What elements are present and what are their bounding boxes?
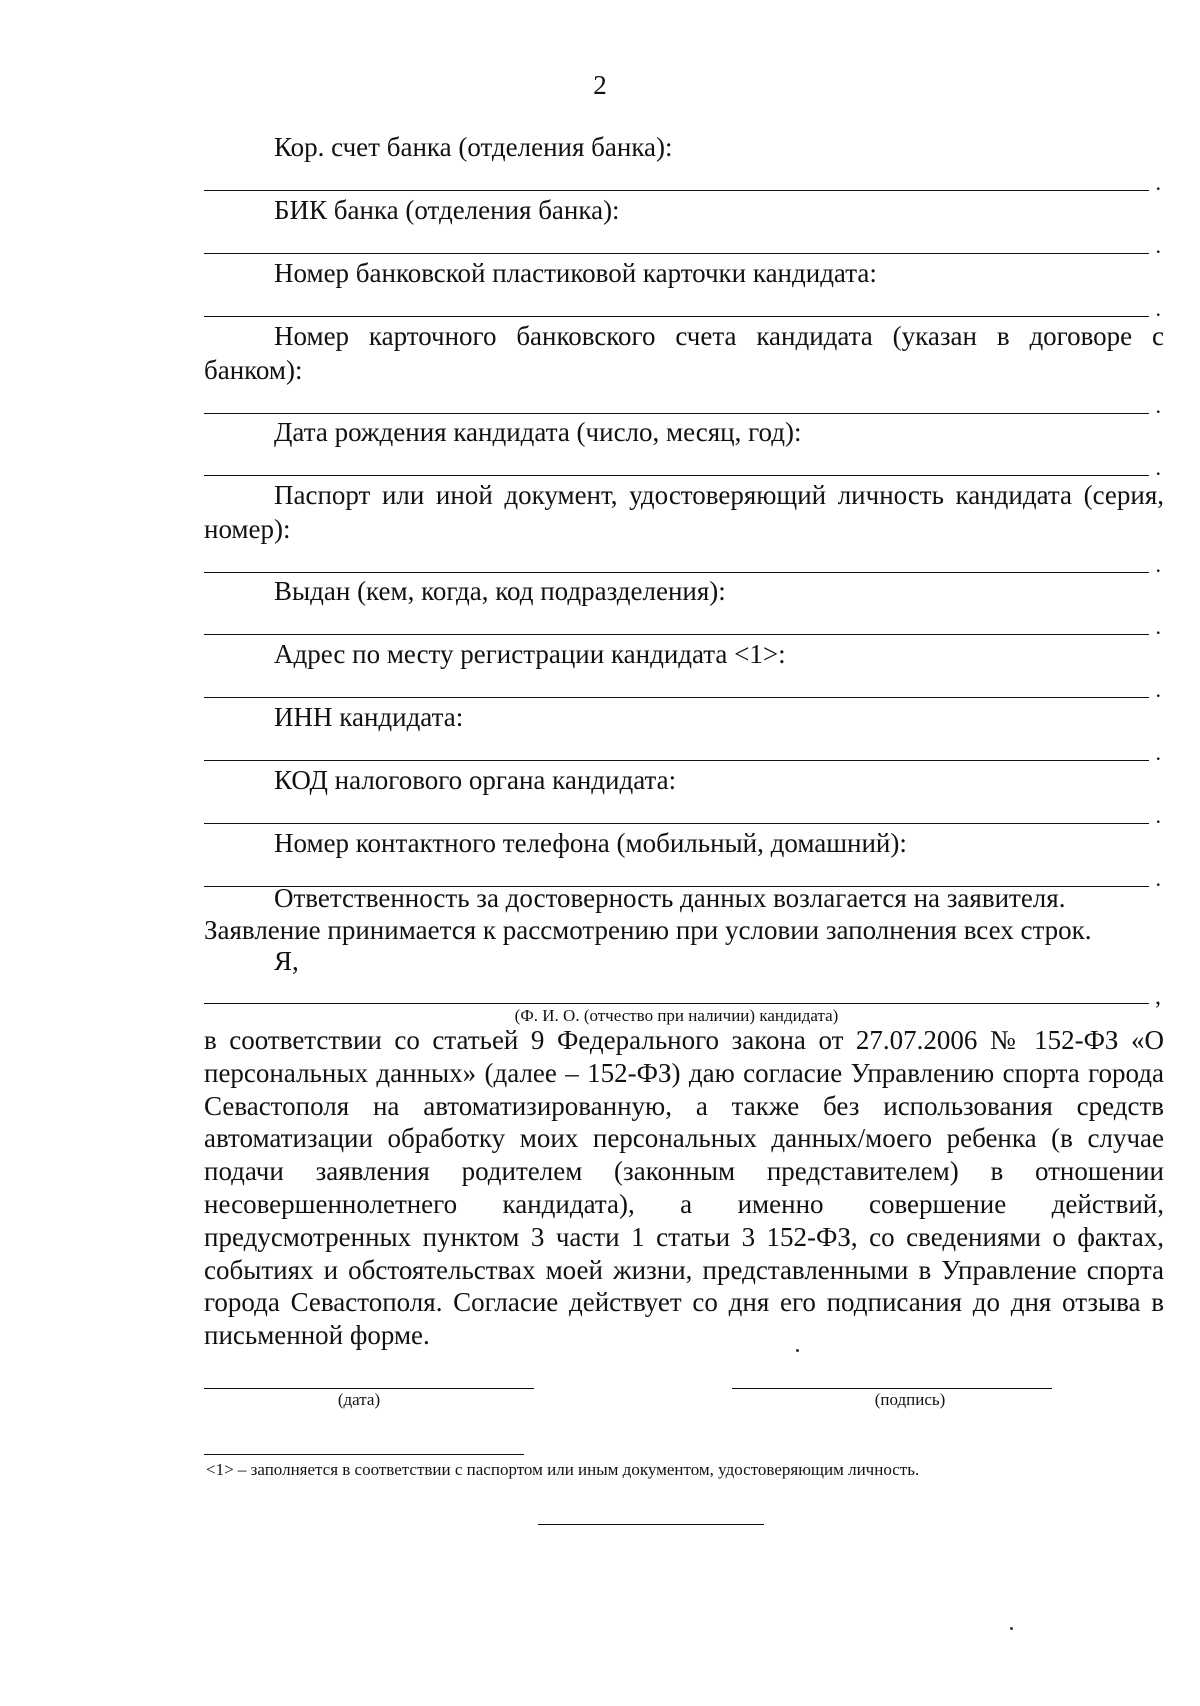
signature-fill-line[interactable]	[732, 1386, 1052, 1389]
field-label: ИНН кандидата:	[274, 702, 464, 732]
field-label: Номер контактного телефона (мобильный, домашний):	[274, 828, 907, 858]
signature-caption: (подпись)	[874, 1390, 946, 1409]
fill-line[interactable]: .	[204, 860, 1149, 887]
ya-label: Я,	[274, 946, 299, 976]
fill-line[interactable]: .	[204, 734, 1149, 761]
field-label: БИК банка (отделения банка):	[274, 195, 620, 225]
fill-line[interactable]: .	[204, 608, 1149, 635]
field-label: Выдан (кем, когда, код подразделения):	[274, 576, 726, 606]
field-label: Дата рождения кандидата (число, месяц, год):	[274, 417, 802, 447]
field-birth-date	[204, 415, 1164, 480]
date-caption: (дата)	[337, 1390, 381, 1409]
fill-line[interactable]: .	[204, 164, 1149, 191]
field-bik	[204, 193, 1164, 258]
responsibility-notice	[204, 882, 1164, 946]
field-card-account	[204, 319, 1164, 418]
fio-caption: (Ф. И. О. (отчество при наличии) кандидата)	[514, 1006, 839, 1025]
field-label: Номер карточного банковского счета кандидата (указан в договоре с банком):	[204, 321, 1164, 385]
footnote-rule	[204, 1454, 524, 1455]
field-label: Адрес по месту регистрации кандидата <1>:	[274, 639, 786, 669]
scan-speck	[1010, 1627, 1013, 1630]
field-inn	[204, 700, 1164, 765]
fill-line[interactable]: .	[204, 449, 1149, 476]
field-label: Паспорт или иной документ, удостоверяющий личность кандидата (серия, номер):	[204, 480, 1164, 544]
end-rule	[538, 1524, 764, 1525]
notice-line-2: Заявление принимается к рассмотрению при условии заполнения всех строк.	[204, 915, 1092, 945]
fill-line[interactable]: .	[204, 387, 1149, 414]
page-number: 2	[593, 70, 607, 100]
scan-speck	[796, 1349, 799, 1352]
fill-line[interactable]: .	[204, 227, 1149, 254]
field-phone	[204, 826, 1164, 891]
field-label: КОД налогового органа кандидата:	[274, 765, 677, 795]
field-card-number	[204, 256, 1164, 321]
fill-line[interactable]: .	[204, 797, 1149, 824]
fio-fill-line[interactable]: ,	[204, 975, 1149, 1004]
consent-paragraph: в соответствии со статьей 9 Федерального закона от 27.07.2006 № 152-ФЗ «О персональных данных» (далее – 152-ФЗ) даю согласие Управлению спорта города Севастополя на автоматизированную, а также без использования средств автоматизации обработку моих персональных данных/моего ребенка (в случае подачи заявления родителем (законным представителем) в отношении несовершеннолетнего кандидата), а именно совершение действий, предусмотренных пунктом 3 части 1 статьи 3 152-ФЗ, со сведениями о фактах, событиях и обстоятельствах моей жизни, представленными в Управление спорта города Севастополя. Согласие действует со дня его подписания до дня отзыва в письменной форме.	[204, 1025, 1164, 1351]
field-label: Номер банковской пластиковой карточки кандидата:	[274, 258, 877, 288]
field-passport	[204, 478, 1164, 577]
fill-line[interactable]: .	[204, 671, 1149, 698]
field-correspondent-account	[204, 130, 1164, 195]
field-label: Кор. счет банка (отделения банка):	[274, 132, 673, 162]
date-fill-line[interactable]	[204, 1386, 534, 1389]
field-issued-by	[204, 574, 1164, 639]
field-tax-office-code	[204, 763, 1164, 828]
field-registration-address	[204, 637, 1164, 702]
fill-line[interactable]: .	[204, 290, 1149, 317]
fill-line[interactable]: .	[204, 546, 1149, 573]
footnote-text: <1> – заполняется в соответствии с паспортом или иным документом, удостоверяющим личность.	[206, 1460, 920, 1479]
notice-line-1: Ответственность за достоверность данных возлагается на заявителя.	[274, 883, 1066, 913]
